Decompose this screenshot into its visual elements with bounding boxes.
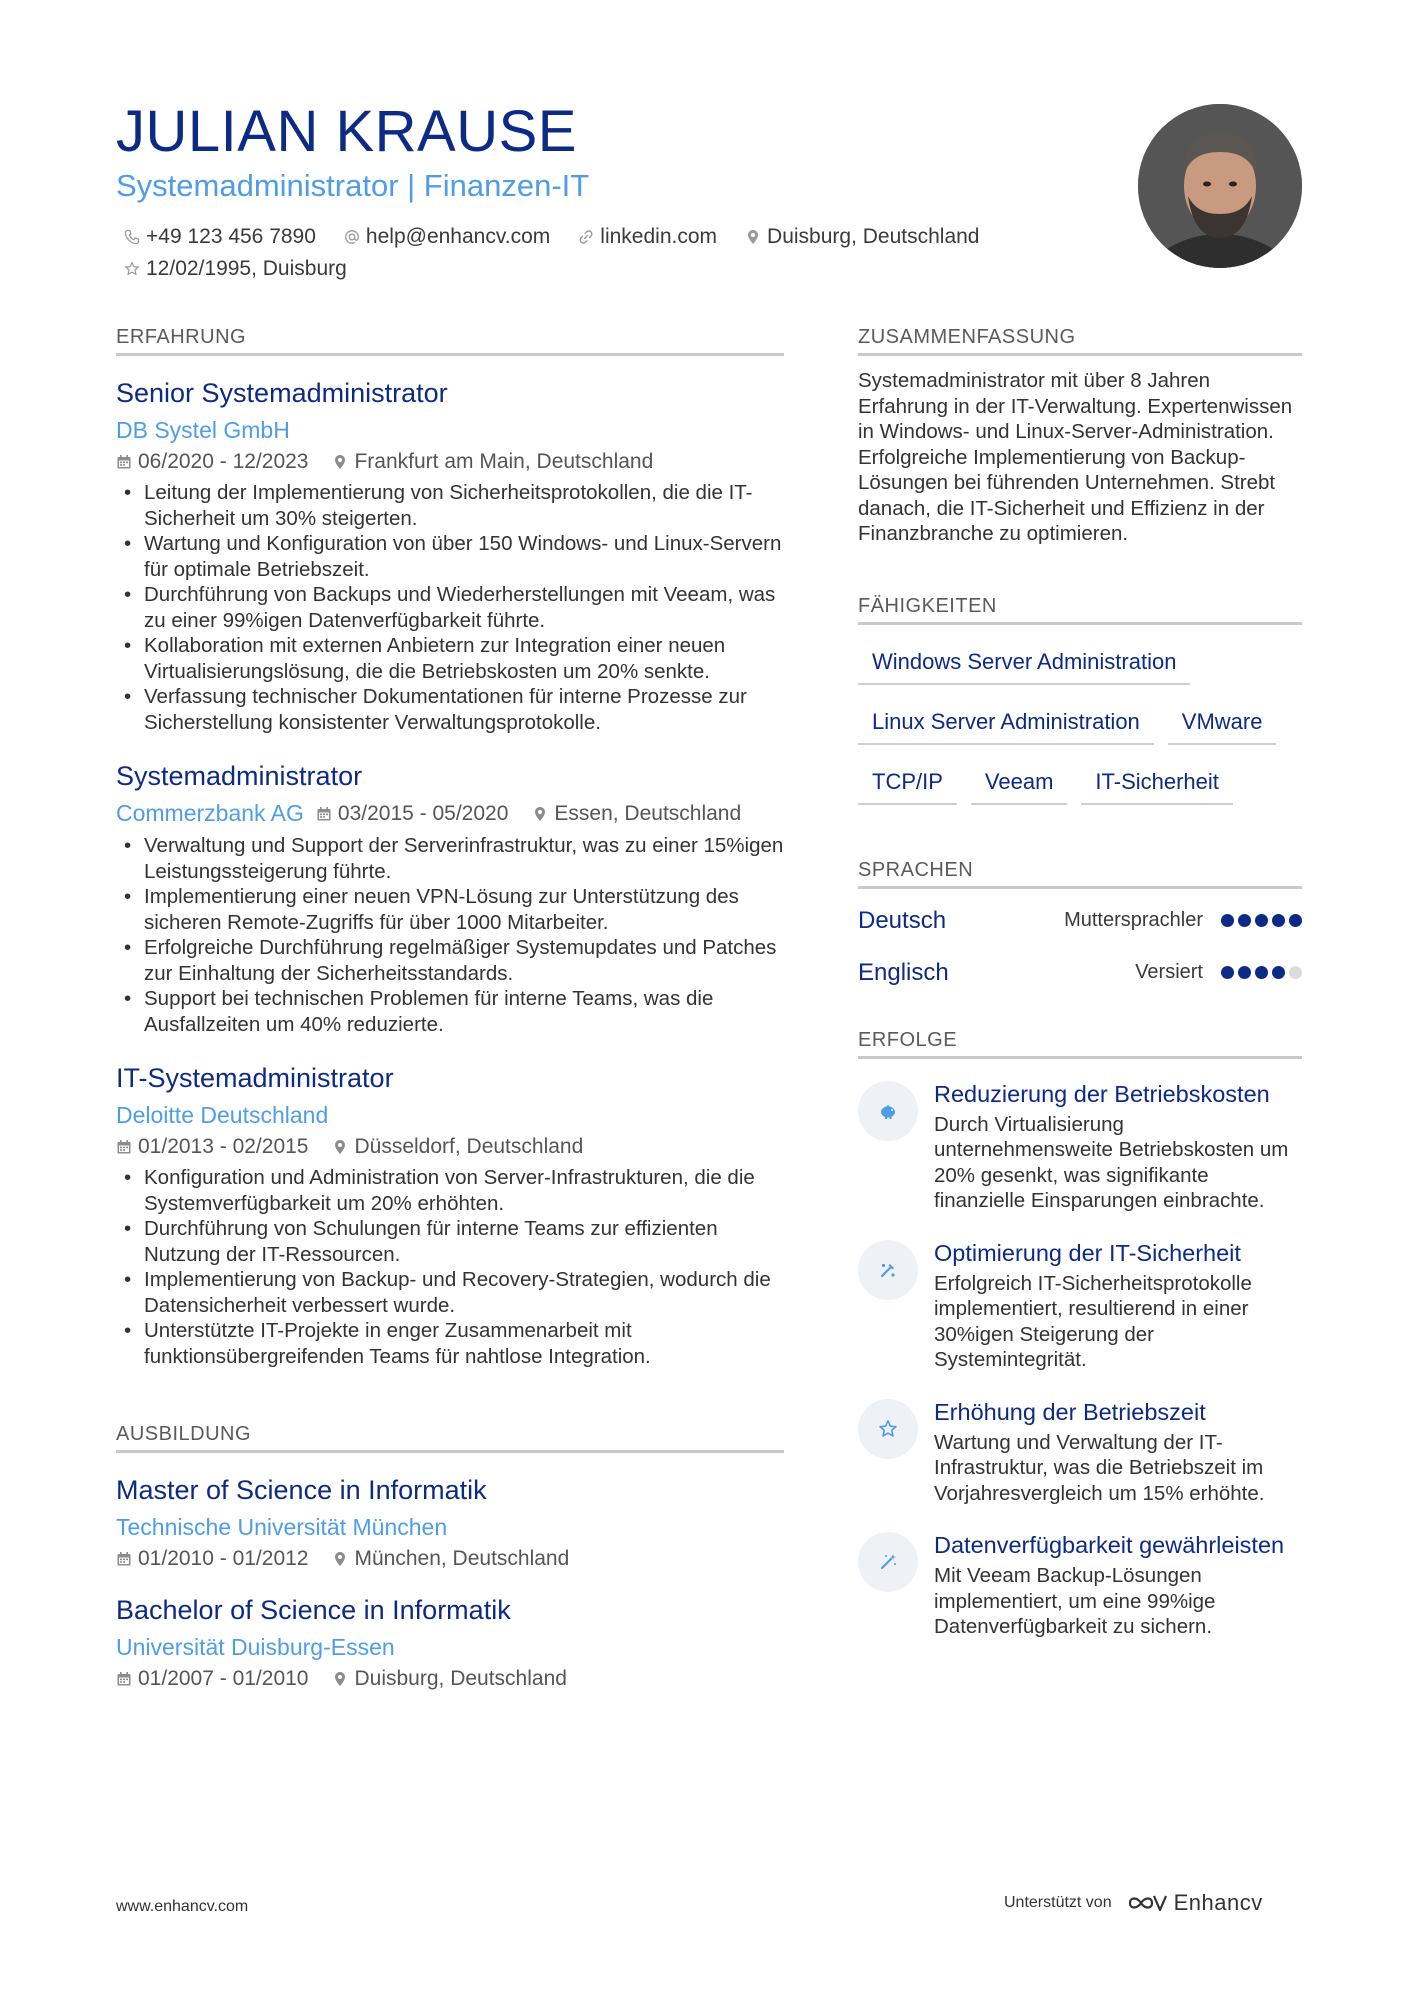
language-item	[858, 959, 1302, 987]
language-level: Muttersprachler	[1064, 909, 1203, 931]
candidate-name: JULIAN KRAUSE	[116, 99, 577, 164]
section-title-skills: FÄHIGKEITEN	[858, 595, 1302, 625]
calendar-icon	[116, 1551, 132, 1567]
achievement-body	[934, 1081, 1302, 1214]
enhancv-logo-icon	[1124, 1890, 1168, 1916]
degree-title: Bachelor of Science in Informatik	[116, 1595, 511, 1625]
education-location	[332, 1547, 569, 1571]
achievement-body	[934, 1399, 1302, 1507]
at-icon	[342, 227, 362, 247]
email-text: help@enhancv.com	[365, 225, 551, 248]
company-name: Commerzbank AG	[116, 800, 304, 826]
achievement-item	[858, 1532, 1302, 1640]
rating-dot-filled	[1238, 914, 1251, 927]
birth-text: 12/02/1995, Duisburg	[146, 257, 347, 280]
experience-item	[116, 1063, 784, 1369]
achievement-desc: Erfolgreich IT-Sicherheitsprotokolle implementiert, resultierend in einer 30%igen Steigerung der Systemintegrität.	[934, 1271, 1252, 1371]
job-meta	[116, 450, 784, 474]
candidate-subtitle: Systemadministrator | Finanzen-IT	[116, 168, 590, 203]
education-item	[116, 1595, 784, 1691]
rating-dot-empty	[1289, 966, 1302, 979]
rating-dot-filled	[1255, 914, 1268, 927]
section-title-experience: ERFAHRUNG	[116, 326, 784, 356]
skill-tag: Veeam	[971, 759, 1068, 805]
summary-text: Systemadministrator mit über 8 Jahren Erfahrung in der IT-Verwaltung. Expertenwissen in Windows- und Linux-Server-Administration. Erfolgreiche Implementierung von Backup-Lösungen bei führenden Unternehmen. Strebt danach, die IT-Sicherheit und Effizienz in der Finanzbranche zu optimieren.	[858, 369, 1293, 545]
bullet-item: • Unterstützte IT-Projekte in enger Zusammenarbeit mit funktionsübergreifenden Teams für nahtlose Integration.	[116, 1318, 784, 1369]
job-meta	[316, 802, 741, 826]
brand-name: Enhancv	[1173, 1890, 1263, 1915]
rating-dot-filled	[1255, 966, 1268, 979]
bullet-item: • Implementierung einer neuen VPN-Lösung zur Unterstützung des sicheren Remote-Zugriffs für über 1000 Mitarbeiter.	[116, 884, 784, 935]
job-location-text: Düsseldorf, Deutschland	[354, 1135, 584, 1158]
language-rating	[1217, 914, 1302, 927]
achievement-title: Optimierung der IT-Sicherheit	[934, 1239, 1241, 1266]
location-pin-icon	[532, 806, 548, 822]
bullet-item: • Durchführung von Schulungen für interne Teams zur effizienten Nutzung der IT-Ressourcen.	[116, 1216, 784, 1267]
bullet-item: • Erfolgreiche Durchführung regelmäßiger Systemupdates und Patches zur Einhaltung der Sicherheitsstandards.	[116, 935, 784, 986]
education-dates-text: 01/2007 - 01/2010	[138, 1667, 309, 1690]
footer-website[interactable]: www.enhancv.com	[116, 1898, 249, 1915]
degree-title: Master of Science in Informatik	[116, 1475, 487, 1505]
contact-row-2	[122, 257, 373, 281]
education-meta	[116, 1667, 784, 1691]
contact-linkedin[interactable]	[576, 225, 717, 249]
bullet-item: • Kollaboration mit externen Anbietern zur Integration einer neuen Virtualisierungslösung, die die Betriebskosten um 20% senkte.	[116, 633, 784, 684]
achievement-item	[858, 1081, 1302, 1214]
job-dates-text: 01/2013 - 02/2015	[138, 1135, 309, 1158]
location-pin-icon	[332, 454, 348, 470]
rating-dot-filled	[1289, 914, 1302, 927]
profile-photo	[1138, 104, 1302, 268]
location-pin-icon	[332, 1551, 348, 1567]
rating-dot-filled	[1272, 914, 1285, 927]
rating-dot-filled	[1221, 914, 1234, 927]
job-dates	[116, 1135, 308, 1159]
star-outline-icon	[122, 259, 142, 279]
skill-tag: IT-Sicherheit	[1081, 759, 1233, 805]
job-dates-text: 06/2020 - 12/2023	[138, 450, 309, 473]
education-location-text: Duisburg, Deutschland	[354, 1667, 567, 1690]
bullet-item: • Verwaltung und Support der Serverinfrastruktur, was zu einer 15%igen Leistungssteigerung führte.	[116, 833, 784, 884]
skill-tag: VMware	[1168, 699, 1277, 745]
bullet-item: • Durchführung von Backups und Wiederherstellungen mit Veeam, was zu einer 99%igen Datenverfügbarkeit führte.	[116, 582, 784, 633]
achievement-title: Erhöhung der Betriebszeit	[934, 1398, 1206, 1425]
section-title-achievements: ERFOLGE	[858, 1029, 1302, 1059]
contact-row	[122, 225, 1005, 249]
linkedin-text: linkedin.com	[600, 225, 718, 248]
powered-by-text: Unterstützt von	[1004, 1894, 1112, 1911]
calendar-icon	[116, 1139, 132, 1155]
language-level-group	[1135, 961, 1302, 984]
education-dates-text: 01/2010 - 01/2012	[138, 1547, 309, 1570]
calendar-icon	[116, 454, 132, 470]
job-bullets	[116, 480, 784, 735]
calendar-icon	[116, 1671, 132, 1687]
contact-phone	[122, 225, 316, 249]
location-pin-icon	[743, 227, 763, 247]
education-location-text: München, Deutschland	[354, 1547, 570, 1570]
job-dates	[316, 802, 508, 826]
phone-text: +49 123 456 7890	[146, 225, 316, 248]
right-column	[858, 326, 1302, 1640]
language-name: Englisch	[858, 958, 949, 986]
job-location	[532, 802, 741, 826]
calendar-icon	[316, 806, 332, 822]
achievement-body	[934, 1532, 1302, 1640]
bullet-item: • Verfassung technischer Dokumentationen für interne Prozesse zur Sicherstellung konsistenter Verwaltungsprotokolle.	[116, 684, 784, 735]
star-icon	[858, 1399, 918, 1459]
tools-icon	[858, 1240, 918, 1300]
job-bullets	[116, 833, 784, 1037]
job-title: Senior Systemadministrator	[116, 378, 448, 408]
company-name: Deloitte Deutschland	[116, 1102, 329, 1128]
skill-tag: Linux Server Administration	[858, 699, 1154, 745]
bullet-item: • Leitung der Implementierung von Sicherheitsprotokollen, die die IT-Sicherheit um 30% steigerten.	[116, 480, 784, 531]
magic-wand-icon	[858, 1532, 918, 1592]
achievement-desc: Mit Veeam Backup-Lösungen implementiert, um eine 99%ige Datenverfügbarkeit zu sichern.	[934, 1564, 1216, 1638]
job-bullets	[116, 1165, 784, 1369]
language-item	[858, 907, 1302, 935]
rating-dot-filled	[1238, 966, 1251, 979]
education-dates	[116, 1667, 308, 1691]
job-meta	[116, 1135, 784, 1159]
rating-dot-filled	[1272, 966, 1285, 979]
job-dates	[116, 450, 308, 474]
section-title-summary: ZUSAMMENFASSUNG	[858, 326, 1302, 356]
achievement-body	[934, 1240, 1302, 1373]
section-title-education: AUSBILDUNG	[116, 1423, 784, 1453]
rating-dot-filled	[1221, 966, 1234, 979]
achievement-desc: Wartung und Verwaltung der IT-Infrastruktur, was die Betriebszeit im Vorjahresvergleich um 15% erhöhte.	[934, 1430, 1265, 1505]
school-name: Technische Universität München	[116, 1514, 448, 1540]
bullet-item: • Support bei technischen Problemen für interne Teams, was die Ausfallzeiten um 40% reduzierte.	[116, 986, 784, 1037]
education-meta	[116, 1547, 784, 1571]
contact-email[interactable]	[342, 225, 550, 249]
left-column	[116, 326, 784, 1691]
footer-branding[interactable]	[1004, 1890, 1263, 1916]
education-item	[116, 1475, 784, 1571]
achievement-title: Datenverfügbarkeit gewährleisten	[934, 1532, 1285, 1558]
language-level-group	[1064, 909, 1302, 932]
job-dates-text: 03/2015 - 05/2020	[337, 801, 509, 825]
piggy-bank-icon	[858, 1081, 918, 1141]
contact-birth	[122, 257, 347, 281]
section-title-languages: SPRACHEN	[858, 859, 1302, 889]
achievement-item	[858, 1240, 1302, 1373]
job-title: IT-Systemadministrator	[116, 1063, 394, 1093]
location-pin-icon	[332, 1139, 348, 1155]
achievement-desc: Durch Virtualisierung unternehmensweite Betriebskosten um 20% gesenkt, was signifikante finanzielle Einsparungen einbrachte.	[934, 1112, 1289, 1212]
job-location-text: Essen, Deutschland	[554, 801, 742, 825]
experience-item	[116, 761, 784, 1037]
company-name: DB Systel GmbH	[116, 417, 290, 443]
language-name: Deutsch	[858, 906, 947, 934]
bullet-item: • Implementierung von Backup- und Recovery-Strategien, wodurch die Datensicherheit verbessert wurde.	[116, 1267, 784, 1318]
skills-list	[858, 639, 1302, 819]
location-text: Duisburg, Deutschland	[767, 225, 980, 248]
experience-item	[116, 378, 784, 735]
achievement-title: Reduzierung der Betriebskosten	[934, 1080, 1270, 1107]
school-name: Universität Duisburg-Essen	[116, 1634, 395, 1660]
education-dates	[116, 1547, 308, 1571]
skill-tag: Windows Server Administration	[858, 639, 1190, 685]
job-location-text: Frankfurt am Main, Deutschland	[354, 450, 654, 473]
contact-location	[743, 225, 979, 249]
bullet-item: • Wartung und Konfiguration von über 150 Windows- und Linux-Servern für optimale Betriebszeit.	[116, 531, 784, 582]
job-company-meta	[116, 800, 784, 827]
location-pin-icon	[332, 1671, 348, 1687]
education-location	[332, 1667, 566, 1691]
language-level: Versiert	[1135, 961, 1203, 983]
achievement-item	[858, 1399, 1302, 1507]
phone-icon	[122, 227, 142, 247]
skill-tag: TCP/IP	[858, 759, 957, 805]
bullet-item: • Konfiguration und Administration von Server-Infrastrukturen, die die Systemverfügbarkeit um 20% erhöhten.	[116, 1165, 784, 1216]
language-rating	[1217, 966, 1302, 979]
job-location	[332, 450, 653, 474]
job-title: Systemadministrator	[116, 761, 363, 791]
job-location	[332, 1135, 583, 1159]
link-icon	[576, 227, 596, 247]
